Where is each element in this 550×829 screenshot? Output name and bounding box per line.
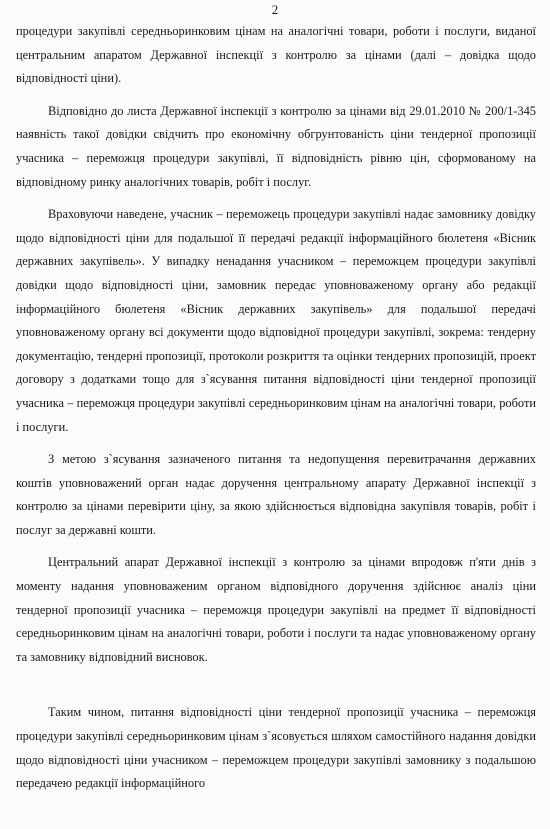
paragraph-letter-reference: Відповідно до листа Державної інспекції з контролю за цінами від 29.01.2010 № 200/1-345 наявність такої довідки свідчить про економічну обгрунтованість ціни тендерної пропозиції учасника – переможця процедури закупівлі, її відповідність рівню цін, сформованому на відповідному ринку аналогічних товарів, робіт і послуг. — [16, 103, 536, 189]
paragraph-continuation: процедури закупівлі середньоринковим цінам на аналогічні товари, роботи і послуги, виданої центральним апаратом Державної інспекції з контролю за цінами (далі – довідка щодо відповідності ціни). — [16, 24, 536, 86]
paragraph-central-office: Центральний апарат Державної інспекції з контролю за цінами впродовж п'яти днів з моменту надання уповноваженим органом відповідного доручення здійснює аналіз ціни тендерної пропозиції учасника – переможця процедури закупівлі на предмет її відповідності середньоринковим цінам на аналогічні товари, роботи і послуги та надає уповноваженому органу та замовнику відповідний висновок. — [16, 555, 536, 664]
page-number: 2 — [271, 2, 279, 17]
paragraph-clarification: З метою з`ясування зазначеного питання та недопущення перевитрачання державних коштів уповноважений орган надає доручення центральному апарату Державної інспекції з контролю за цінами перевірити ціну, за якою здійснюється відповідна закупівля товарів, робіт і послуг за державні кошти. — [16, 452, 536, 537]
paragraph-conclusion: Таким чином, питання відповідності ціни тендерної пропозиції учасника – переможця процедури закупівлі середньоринковим цінам з`ясовується шляхом самостійного надання довідки щодо відповідності ціни учасником – переможцем процедури закупівлі замовнику з подальшою передачею редакції інформаційного — [16, 705, 536, 791]
document-body — [16, 20, 536, 796]
paragraph-winner-certificate: Враховуючи наведене, учасник – переможець процедури закупівлі надає замовнику довідку щодо відповідності ціни для подальшої її передачі редакції інформаційного бюлетеня «Вісник державних закупівель». У випадку ненадання учасником – переможцем процедури закупівлі довідки щодо відповідності ціни, замовник передає уповноваженому органу або редакції інформаційного бюлетеня «Вісник державних закупівель» для подальшої передачі уповноваженому органу всі документи щодо відповідної процедури закупівлі, зокрема: тендерну документацію, тендерні пропозиції, протоколи розкриття та оцінки тендерних пропозицій, проект договору з додатками тощо для з`ясування питання відповідності ціни тендерної пропозиції учасника – переможця процедури закупівлі середньоринковим цінам на аналогічні товари, роботи і послуги. — [16, 207, 536, 434]
